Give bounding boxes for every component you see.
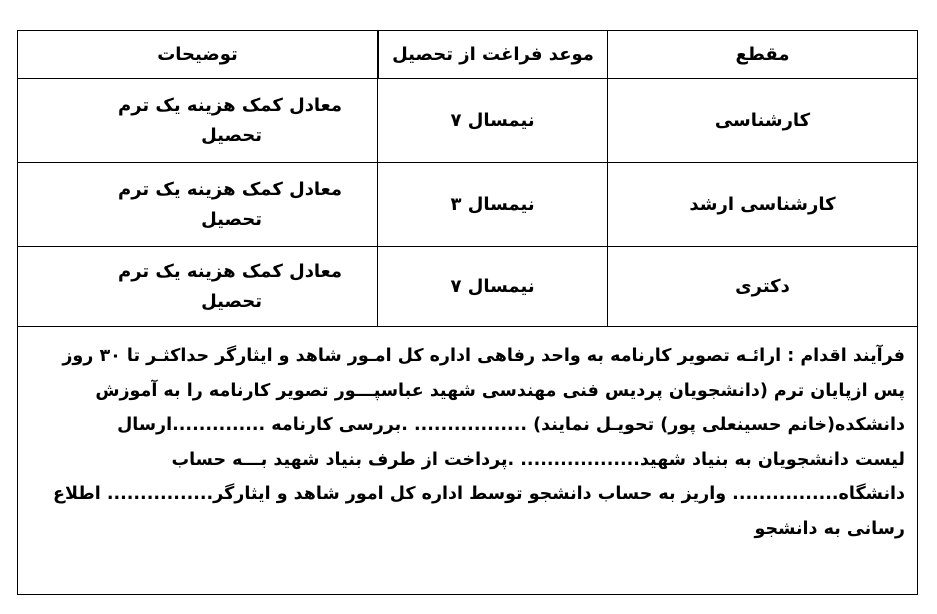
notes-line-2: تحصیل: [201, 124, 262, 146]
notes-line-2: تحصیل: [201, 208, 262, 230]
process-line: رسانی به دانشجو: [754, 518, 905, 539]
process-line: لیست دانشجویان به بنیاد شهید.................. .پرداخت از طرف بنیاد شهید بـــه حساب: [171, 449, 905, 470]
notes-cell: [18, 247, 378, 326]
deadline-cell: نیمسال ۳: [378, 163, 608, 246]
notes-cell: [18, 163, 378, 246]
level-cell: کارشناسی: [714, 110, 811, 131]
process-line: دانشگاه................ واریز به حساب دانشجو توسط اداره کل امور شاهد و ایثارگر................ اطلاع: [53, 484, 905, 504]
header-level: مقطع: [735, 44, 790, 65]
level-cell: کارشناسی ارشد: [689, 194, 836, 215]
deadline-cell: نیمسال ۷: [378, 247, 608, 326]
process-line: دانشکده(خانم حسینعلی پور) تحویـل نمایند) ................. .بررسی کارنامه ..............ارسال: [117, 415, 905, 435]
notes-line-1: معادل کمک هزینه یک ترم: [118, 94, 342, 116]
notes-line-1: معادل کمک هزینه یک ترم: [118, 260, 342, 282]
table-row: [18, 79, 917, 163]
process-line: فرآیند اقدام : ارائـه تصویر کارنامه به واحد رفاهی اداره کل امـور شاهد و ایثارگر حداکثـر تا ۳۰ روز: [62, 346, 905, 366]
notes-line-2: تحصیل: [201, 290, 262, 312]
level-cell: دکتری: [735, 276, 790, 297]
header-row: [18, 31, 917, 79]
table-row: [18, 163, 917, 247]
header-notes: توضیحات: [18, 31, 378, 78]
header-deadline: موعد فراغت از تحصیل: [378, 31, 608, 78]
notes-cell: [18, 79, 378, 162]
deadline-cell: نیمسال ۷: [378, 79, 608, 162]
scholarship-table: [17, 30, 918, 595]
process-paragraph: [18, 327, 917, 594]
process-line: پس ازپایان ترم (دانشجویان پردیس فنی مهندسی شهید عباسپـــور تصویر کارنامه را به آموزش: [95, 380, 905, 401]
table-row: [18, 247, 917, 327]
notes-line-1: معادل کمک هزینه یک ترم: [118, 178, 342, 200]
